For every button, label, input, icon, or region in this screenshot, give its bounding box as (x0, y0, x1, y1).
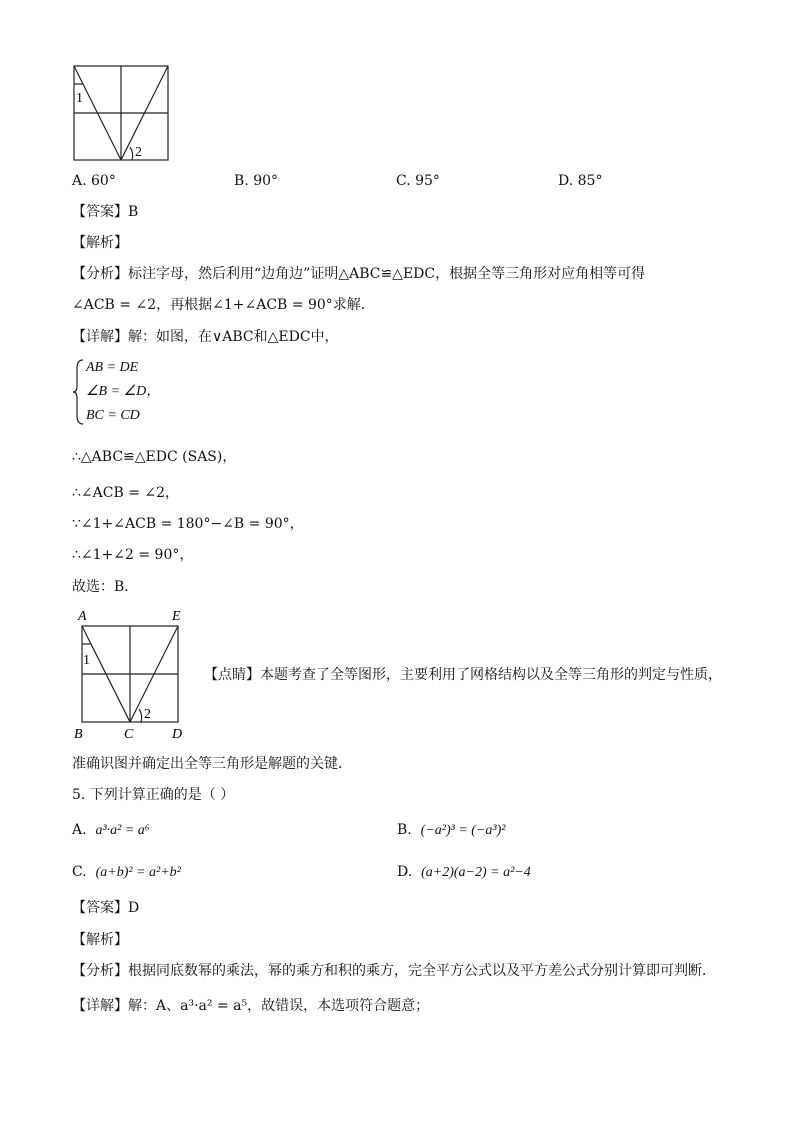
q4-step-1: ∴△ABC≌△EDC (SAS)， (72, 449, 237, 465)
q4-dianjing-line2: 准确识图并确定出全等三角形是解题的关键． (72, 756, 352, 772)
dianjing-tag: 【点睛】 (204, 667, 260, 683)
angle-2-label: 2 (135, 145, 142, 160)
grid-figure-1 (70, 62, 174, 166)
q5-analysis-tag: 【解析】 (72, 932, 128, 948)
q5-option-b (397, 820, 505, 841)
q5-option-d (397, 862, 531, 883)
q4-detail-intro (72, 327, 339, 347)
q5-option-a-expr: a³·a² = a⁶ (95, 823, 150, 838)
q5-option-a (72, 820, 150, 841)
q5-answer-tag: 【答案】 (72, 900, 128, 916)
q4-option-b: B. 90° (234, 173, 279, 189)
q4-fenxi-line2: ∠ACB = ∠2，再根据∠1+∠ACB = 90°求解． (72, 297, 375, 313)
q5-fenxi-text: 根据同底数幂的乘法，幂的乘方和积的乘方，完全平方公式以及平方差公式分别计算即可判断． (128, 963, 716, 979)
detail-intro-text: 解：如图，在∨ABC和△EDC中， (128, 329, 339, 345)
q4-option-a: A. 60° (72, 173, 116, 189)
q4-fenxi-line1 (72, 264, 645, 284)
q5-option-c-expr: (a+b)² = a²+b² (95, 865, 181, 880)
system-eq-2: ∠B = ∠D， (86, 384, 161, 399)
q5-detail-tag: 【详解】 (72, 998, 128, 1014)
q5-detail-text: 解：A、a³·a² = a⁵，故错误，本选项符合题意； (128, 998, 430, 1014)
system-eq-3: BC = CD (86, 408, 140, 423)
point-e-label: E (172, 609, 181, 624)
angle-2-label-fig2: 2 (144, 707, 151, 722)
q4-answer (72, 202, 138, 222)
fenxi-text: 标注字母，然后利用“边角边”证明△ABC≌△EDC，根据全等三角形对应角相等可得 (128, 266, 646, 282)
q4-analysis-tag: 【解析】 (72, 235, 128, 251)
q5-option-d-label: D. (397, 864, 413, 880)
angle-1-label: 1 (76, 91, 83, 106)
q4-option-d: D. 85° (558, 173, 603, 189)
q5-stem: 5. 下列计算正确的是（ ） (72, 787, 235, 803)
q5-option-c-label: C. (72, 864, 87, 880)
q4-step-4: ∴∠1+∠2 = 90°， (72, 547, 194, 563)
system-eq-1: AB = DE (86, 360, 139, 375)
q4-option-c: C. 95° (396, 173, 440, 189)
point-a-label: A (78, 609, 87, 624)
q5-answer-value: D (128, 900, 140, 916)
point-c-label: C (124, 727, 134, 740)
q5-option-d-expr: (a+2)(a−2) = a²−4 (421, 865, 531, 880)
answer-value: B (128, 204, 139, 220)
q5-answer (72, 898, 139, 918)
q4-step-2: ∴∠ACB = ∠2， (72, 485, 180, 501)
q5-option-b-label: B. (397, 822, 412, 838)
system-brace (72, 358, 86, 426)
q5-option-c (72, 862, 181, 883)
point-b-label: B (74, 727, 83, 740)
q4-dianjing-line1 (204, 665, 722, 685)
q4-conclusion: 故选：B． (72, 579, 139, 595)
detail-tag: 【详解】 (72, 329, 128, 345)
point-d-label: D (172, 727, 183, 740)
dianjing-text: 本题考查了全等图形，主要利用了网格结构以及全等三角形的判定与性质， (260, 667, 722, 683)
answer-tag: 【答案】 (72, 204, 128, 220)
q5-detail (72, 996, 429, 1016)
fenxi-tag: 【分析】 (72, 266, 128, 282)
angle-1-label-fig2: 1 (83, 653, 90, 668)
q5-fenxi (72, 961, 716, 981)
q5-option-b-expr: (−a²)³ = (−a³)² (420, 823, 506, 838)
grid-figure-2 (72, 604, 192, 740)
q5-fenxi-tag: 【分析】 (72, 963, 128, 979)
q4-step-3: ∵∠1+∠ACB = 180°−∠B = 90°， (72, 516, 304, 532)
q5-option-a-label: A. (72, 822, 87, 838)
